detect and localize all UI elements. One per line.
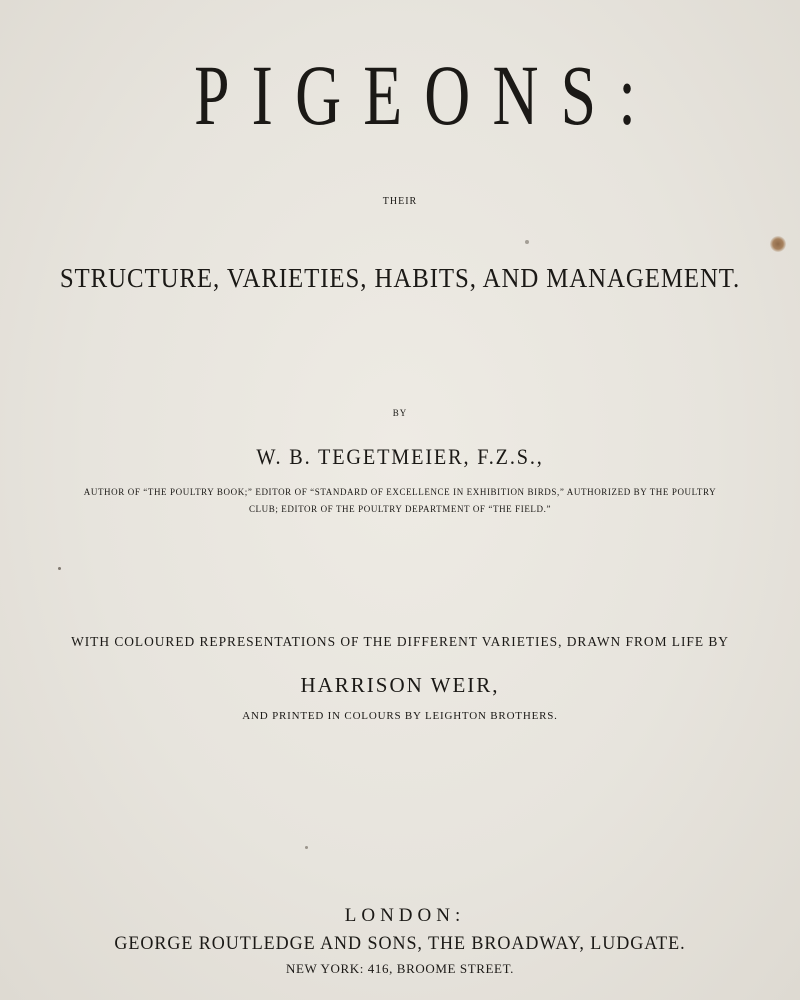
their-line: THEIR xyxy=(382,196,418,207)
imprint-city: LONDON: xyxy=(344,905,466,926)
author-credentials: AUTHOR OF “THE POULTRY BOOK;” EDITOR OF “STANDARD OF EXCELLENCE IN EXHIBITION BIRDS,” AUTHORIZED BY THE POULTRY CLUB; EDITOR OF THE POULTRY DEPARTMENT OF “THE FIELD.” xyxy=(83,487,717,514)
foxing-speck xyxy=(305,846,308,849)
illustrations-line: WITH COLOURED REPRESENTATIONS OF THE DIFFERENT VARIETIES, DRAWN FROM LIFE BY xyxy=(71,635,729,650)
foxing-speck xyxy=(525,240,529,244)
imprint-publisher: GEORGE ROUTLEDGE AND SONS, THE BROADWAY, LUDGATE. xyxy=(114,933,686,954)
illustrator-name: HARRISON WEIR, xyxy=(300,673,500,697)
printer-line: AND PRINTED IN COLOURS BY LEIGHTON BROTHERS. xyxy=(242,710,558,722)
book-title: PIGEONS: xyxy=(194,47,659,143)
author-name: W. B. TEGETMEIER, F.Z.S., xyxy=(256,444,544,469)
by-line: BY xyxy=(392,408,408,418)
foxing-spot xyxy=(770,236,786,252)
imprint-branch: NEW YORK: 416, BROOME STREET. xyxy=(285,961,515,976)
foxing-speck xyxy=(58,567,61,570)
book-subtitle: STRUCTURE, VARIETIES, HABITS, AND MANAGEMENT. xyxy=(59,263,741,293)
